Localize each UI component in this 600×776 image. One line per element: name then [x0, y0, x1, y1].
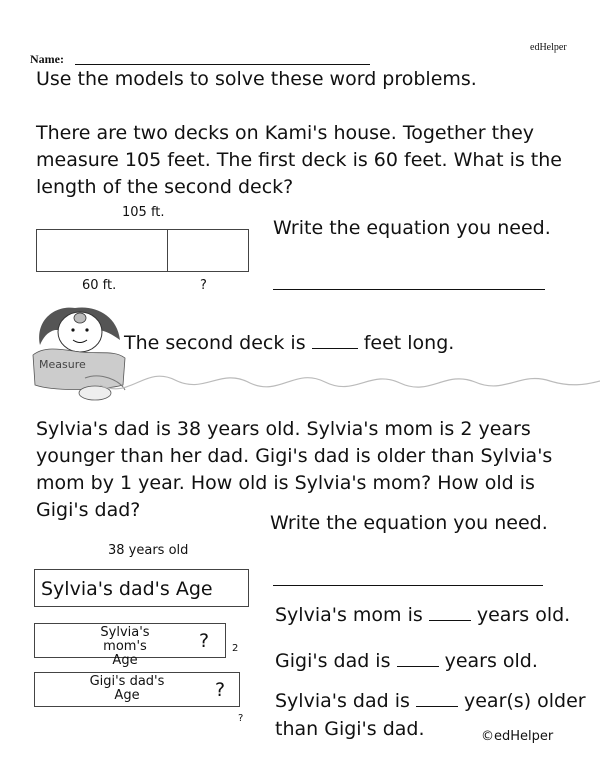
model2-gigi-line2: Age [114, 688, 140, 703]
answer-dad-cont: than Gigi's dad. [275, 718, 425, 740]
answer-gigi-after: years old. [444, 650, 538, 672]
model2-top-label: 38 years old [108, 543, 189, 558]
problem2-text-line1: Sylvia's dad is 38 years old. Sylvia's mom is 2 years [36, 418, 531, 440]
model2-mom-line2: Age [112, 653, 138, 668]
problem1-answer-blank[interactable] [312, 332, 358, 349]
problem2-text-line3: mom by 1 year. How old is Sylvia's mom? How old is [36, 472, 535, 494]
model1-bar [36, 229, 249, 272]
problem1-equation-prompt: Write the equation you need. [273, 217, 551, 239]
answer-dad-before: Sylvia's dad is [275, 690, 410, 712]
brand-label: edHelper [530, 42, 567, 53]
model2-gigi-question: ? [215, 679, 226, 701]
copyright: ©edHelper [481, 729, 554, 744]
problem2-equation-prompt: Write the equation you need. [270, 512, 548, 534]
model1-total-label: 105 ft. [122, 205, 165, 220]
answer-mom-blank[interactable] [429, 604, 471, 621]
answer-row-mom [275, 602, 570, 628]
model2-gigi-box-label [77, 675, 177, 703]
answer-dad-blank[interactable] [416, 690, 458, 707]
problem1-text-line2: measure 105 feet. The first deck is 60 feet. What is the [36, 149, 562, 171]
model1-divider [167, 230, 168, 271]
name-line[interactable] [75, 64, 370, 65]
clipart-caption: Measure [39, 358, 86, 371]
answer-mom-after: years old. [476, 604, 571, 626]
name-label: Name: [30, 52, 64, 66]
problem1-text-line3: length of the second deck? [36, 176, 294, 198]
model2-gigi-diff: ? [238, 713, 244, 724]
model2-mom-box-label [77, 626, 173, 668]
problem2-text-line2: younger than her dad. Gigi's dad is older than Sylvia's [36, 445, 553, 467]
model2-gigi-box [34, 672, 240, 707]
model2-mom-line1: Sylvia's mom's [100, 625, 150, 654]
problem1-answer-before: The second deck is [124, 332, 306, 354]
model1-part2-label: ? [200, 278, 207, 293]
answer-dad-after: year(s) older [464, 690, 586, 712]
model2-mom-box [34, 623, 226, 668]
problem1-equation-line[interactable] [273, 289, 545, 290]
answer-mom-before: Sylvia's mom is [275, 604, 423, 626]
problem2-equation-line[interactable] [273, 585, 543, 586]
model2-dad-box-label: Sylvia's dad's Age [41, 578, 213, 600]
answer-gigi-blank[interactable] [397, 650, 439, 667]
squiggle-divider [100, 355, 600, 405]
model2-mom-question: ? [199, 630, 210, 652]
model2-dad-box [34, 569, 249, 607]
model2-gigi-line1: Gigi's dad's [89, 674, 165, 689]
problem2-text-line4: Gigi's dad? [36, 499, 141, 521]
problem1-text-line1: There are two decks on Kami's house. Together they [36, 122, 535, 144]
answer-row-dad [275, 688, 586, 714]
model2-mom-diff: 2 [232, 643, 239, 654]
model1-part1-label: 60 ft. [82, 278, 117, 293]
instructions: Use the models to solve these word problems. [36, 68, 477, 90]
answer-gigi-before: Gigi's dad is [275, 650, 391, 672]
problem1-answer-after: feet long. [363, 332, 455, 354]
answer-row-gigi [275, 648, 538, 674]
problem1-answer-row [124, 330, 454, 356]
